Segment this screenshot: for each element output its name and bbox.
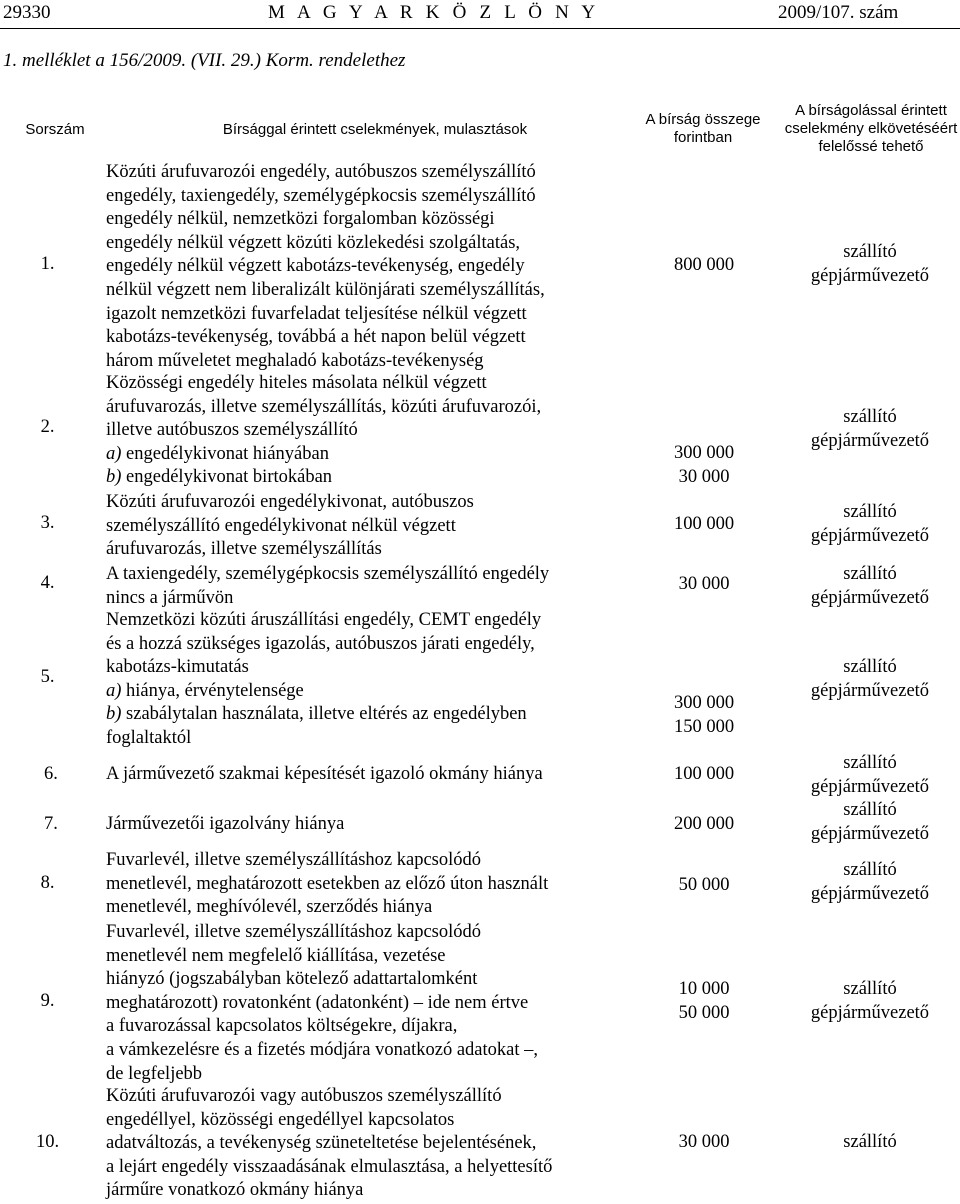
fine-amount: 50 000	[678, 875, 730, 895]
fine-amount-line: 300 000	[673, 443, 735, 463]
row-description	[106, 161, 636, 373]
subitem-marker: b)	[106, 704, 122, 725]
responsible-party	[780, 859, 960, 906]
description-line: menetlevél, meghatározott esetekben az előző úton használt	[106, 873, 549, 894]
description-line: kabotázs-kimutatás	[106, 657, 249, 678]
responsible-party	[780, 978, 960, 1025]
fine-amount	[628, 978, 780, 1025]
column-header-number: Sorszám	[25, 121, 85, 138]
column-header-amount-line: forintban	[673, 129, 733, 146]
description-line: menetlevél nem megfelelő kiállítása, vezetése	[106, 945, 446, 966]
row-number: 3.	[40, 513, 55, 533]
row-description	[106, 849, 636, 920]
description-line: Nemzetközi közúti áruszállítási engedély, CEMT engedély	[106, 610, 542, 630]
column-header-responsible	[782, 102, 960, 156]
header-rule	[0, 28, 960, 29]
subitem	[106, 703, 636, 727]
responsible-line: gépjárművezető	[810, 525, 930, 546]
description-line: nincs a járművön	[106, 587, 234, 608]
fine-amount-line: 50 000	[678, 1002, 730, 1023]
description-line: foglaltaktól	[106, 727, 192, 748]
row-number: 9.	[40, 991, 55, 1011]
page-number: 29330	[3, 2, 51, 23]
description-line: igazolt nemzetközi fuvarfeladat teljesítése nélkül végzett	[106, 303, 527, 324]
responsible-line: gépjárművezető	[810, 430, 930, 451]
description-line: Fuvarlevél, illetve személyszállításhoz kapcsolódó	[106, 850, 482, 870]
column-header-description: Bírsággal érintett cselekmények, mulasztások	[222, 121, 528, 138]
responsible-party	[780, 656, 960, 703]
responsible-party	[780, 563, 960, 610]
description-line: A taxiengedély, személygépkocsis személyszállító engedély	[106, 564, 550, 584]
description-line: árufuvarozás, illetve személyszállítás	[106, 539, 382, 560]
responsible-party	[780, 241, 960, 288]
responsible-line: szállító	[843, 407, 897, 427]
responsible-party	[780, 752, 960, 799]
row-number: 10.	[35, 1132, 60, 1152]
subitem-text: engedélykivonat birtokában	[126, 467, 333, 488]
subitem-marker: a)	[106, 680, 122, 701]
fine-amount: 100 000	[673, 764, 735, 784]
description-line: meghatározott) rovatonként (adatonként) – ide nem értve	[106, 992, 529, 1013]
row-description	[106, 1085, 636, 1203]
description-line: illetve autóbuszos személyszállító	[106, 420, 358, 441]
row-number: 4.	[40, 573, 55, 593]
description-line: menetlevél, meghívólevél, szerződés hiánya	[106, 897, 433, 918]
responsible-line: gépjárművezető	[810, 680, 930, 701]
responsible-line: szállító	[843, 1132, 897, 1152]
column-header-amount-line: A bírság összege	[645, 111, 761, 128]
row-number: 5.	[40, 667, 55, 687]
fine-amount: 200 000	[673, 814, 735, 834]
responsible-line: szállító	[843, 564, 897, 584]
description-line: Fuvarlevél, illetve személyszállításhoz kapcsolódó	[106, 922, 482, 942]
row-description: Járművezetői igazolvány hiánya	[106, 814, 345, 834]
responsible-line: szállító	[843, 753, 897, 773]
fine-amount: 100 000	[673, 514, 735, 534]
responsible-line: szállító	[843, 800, 897, 820]
description-line: hiányzó (jogszabályban kötelező adattartalomként	[106, 969, 478, 990]
responsible-line: szállító	[843, 502, 897, 522]
description-line: engedély nélkül végzett közúti közlekedési szolgáltatás,	[106, 232, 521, 253]
fine-amount-line: 10 000	[678, 979, 730, 999]
row-number: 6.	[44, 764, 58, 784]
row-number: 8.	[40, 873, 55, 893]
row-description	[106, 563, 636, 610]
row-number: 2.	[40, 417, 55, 437]
responsible-line: gépjárművezető	[810, 265, 930, 286]
description-line: kabotázs-tevékenység, továbbá a hét napon belül végzett	[106, 327, 526, 348]
fine-amount-line: 150 000	[673, 716, 735, 737]
journal-title: M A G Y A R K Ö Z L Ö N Y	[268, 2, 600, 23]
description-line: Közösségi engedély hiteles másolata nélkül végzett	[106, 373, 487, 393]
fine-amount: 800 000	[673, 255, 735, 275]
responsible-line: szállító	[843, 979, 897, 999]
row-description	[106, 609, 636, 751]
row-description	[106, 921, 636, 1086]
page-header	[0, 0, 960, 30]
column-header-responsible-line: felelőssé tehető	[818, 138, 924, 155]
responsible-line: szállító	[843, 242, 897, 262]
description-line: de legfeljebb	[106, 1063, 203, 1084]
subitem	[106, 466, 636, 490]
subitem-text: engedélykivonat hiányában	[126, 443, 329, 464]
fine-amount	[628, 442, 780, 489]
responsible-line: gépjárművezető	[810, 587, 930, 608]
description-line: engedély nélkül, nemzetközi forgalomban közösségi	[106, 209, 495, 230]
fine-amount-line: 300 000	[673, 693, 735, 713]
description-line: adatváltozás, a tevékenység szüneteltetése bejelentésének,	[106, 1133, 537, 1154]
responsible-line: gépjárművezető	[810, 823, 930, 844]
responsible-party	[780, 1131, 960, 1155]
responsible-line: gépjárművezető	[810, 883, 930, 904]
responsible-party	[780, 406, 960, 453]
fine-amount: 30 000	[678, 574, 730, 594]
description-line: három műveletet meghaladó kabotázs-tevékenység	[106, 350, 484, 371]
column-header-amount	[628, 111, 778, 147]
responsible-line: gépjárművezető	[810, 1002, 930, 1023]
description-line: Közúti árufuvarozói engedélykivonat, autóbuszos	[106, 492, 474, 512]
description-line: nélkül végzett nem liberalizált különjárati személyszállítás,	[106, 279, 545, 300]
description-line: a lejárt engedély visszaadásának elmulasztása, a helyettesítő	[106, 1156, 553, 1177]
row-description	[106, 372, 636, 490]
subitem	[106, 680, 636, 704]
responsible-party	[780, 799, 960, 846]
issue-number: 2009/107. szám	[778, 2, 899, 23]
fine-amount-line: 30 000	[678, 466, 730, 487]
responsible-party	[780, 501, 960, 548]
description-line: engedély nélkül végzett kabotázs-tevékenység, engedély	[106, 256, 525, 277]
description-line: a fuvarozással kapcsolatos költségekre, díjakra,	[106, 1016, 458, 1037]
column-header-responsible-line: cselekmény elkövetéséért	[784, 120, 958, 137]
row-description: A járművezető szakmai képesítését igazoló okmány hiánya	[106, 764, 543, 784]
subitem-text: szabálytalan használata, illetve eltérés az engedélyben	[126, 704, 527, 725]
subitem-text: hiánya, érvénytelensége	[126, 680, 304, 701]
responsible-line: szállító	[843, 860, 897, 880]
description-line: járműre vonatkozó okmány hiánya	[106, 1180, 364, 1201]
subitem	[106, 443, 636, 467]
subitem-marker: a)	[106, 443, 122, 464]
description-line: a vámkezelésre és a fizetés módjára vonatkozó adatokat –,	[106, 1039, 538, 1060]
responsible-line: szállító	[843, 657, 897, 677]
subitem-marker: b)	[106, 467, 122, 488]
description-line: engedéllyel, közösségi engedéllyel kapcsolatos	[106, 1109, 455, 1130]
description-line: engedély, taxiengedély, személygépkocsis személyszállító	[106, 185, 536, 206]
description-line: Közúti árufuvarozói engedély, autóbuszos személyszállító	[106, 162, 536, 182]
description-line: és a hozzá szükséges igazolás, autóbuszos járati engedély,	[106, 633, 535, 654]
description-line: Közúti árufuvarozói vagy autóbuszos személyszállító	[106, 1086, 502, 1106]
row-number: 7.	[44, 814, 58, 834]
responsible-line: gépjárművezető	[810, 776, 930, 797]
description-line: árufuvarozás, illetve személyszállítás, közúti árufuvarozói,	[106, 396, 542, 417]
description-line: személyszállító engedélykivonat nélkül végzett	[106, 515, 456, 536]
fine-amount	[628, 692, 780, 739]
column-header-responsible-line: A bírságolással érintett	[795, 102, 947, 119]
row-number: 1.	[40, 254, 55, 274]
annex-subtitle: 1. melléklet a 156/2009. (VII. 29.) Korm. rendelethez	[3, 50, 406, 71]
fine-amount: 30 000	[678, 1132, 730, 1152]
row-description	[106, 491, 636, 562]
